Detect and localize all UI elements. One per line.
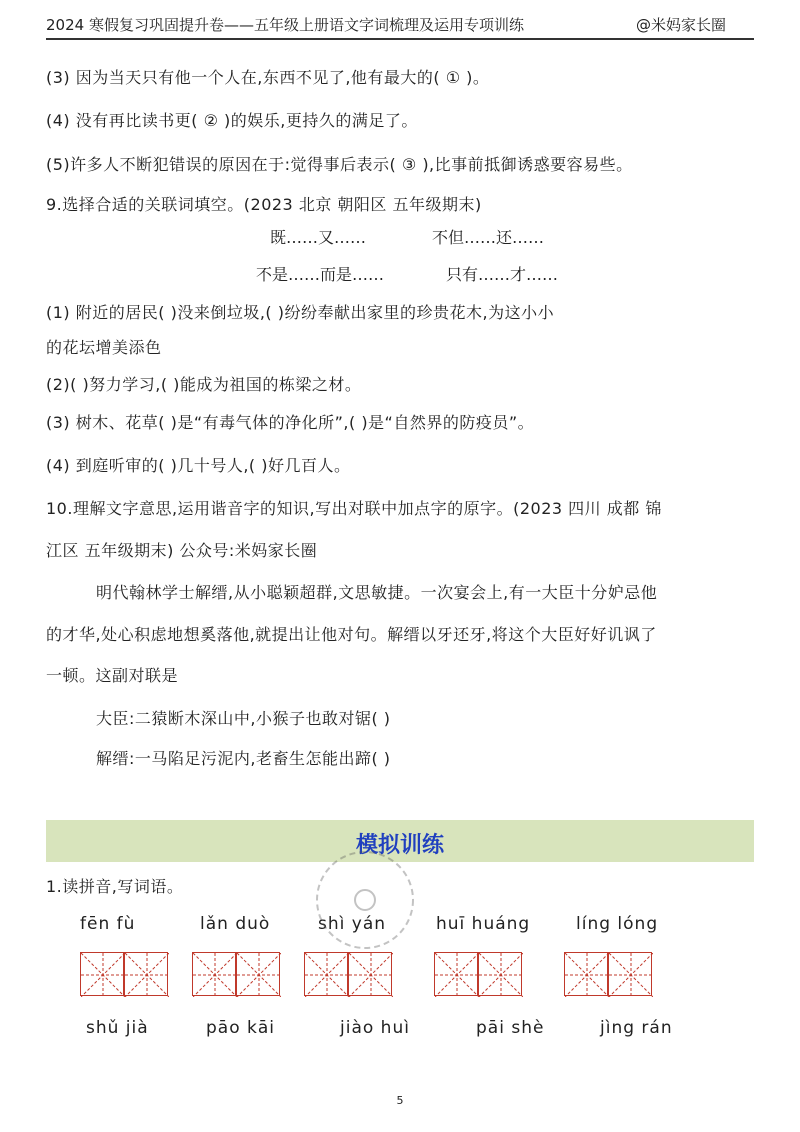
couplet-minister: 大臣:二猿断木深山中,小猴子也敢对锯( ) bbox=[96, 709, 391, 728]
writing-box[interactable] bbox=[434, 952, 478, 996]
q9-item-2: (2)( )努力学习,( )能成为祖国的栋梁之材。 bbox=[46, 375, 362, 394]
pinyin-label: líng lóng bbox=[576, 914, 659, 934]
q9-option: 只有……才…… bbox=[446, 265, 559, 284]
writing-box[interactable] bbox=[236, 952, 280, 996]
q10-paragraph: 一顿。这副对联是 bbox=[46, 666, 179, 685]
q9-item-1-cont: 的花坛增美添色 bbox=[46, 338, 162, 357]
pinyin-label: jiào huì bbox=[340, 1018, 410, 1038]
q10-title: 10.理解文字意思,运用谐音字的知识,写出对联中加点字的原字。(2023 四川 成都 锦 bbox=[46, 499, 662, 518]
page-header bbox=[46, 14, 754, 40]
q9-option: 不是……而是…… bbox=[256, 265, 385, 284]
pinyin-label: pāo kāi bbox=[206, 1018, 275, 1038]
pinyin-label: shǔ jià bbox=[86, 1018, 149, 1038]
banner-title: 模拟训练 bbox=[355, 833, 444, 858]
writing-box[interactable] bbox=[124, 952, 168, 996]
s1-title: 1.读拼音,写词语。 bbox=[46, 877, 184, 896]
pinyin-label: shì yán bbox=[318, 914, 387, 934]
couplet-jiejin: 解缙:一马陷足污泥内,老畜生怎能出蹄( ) bbox=[96, 749, 391, 768]
writing-box[interactable] bbox=[608, 952, 652, 996]
writing-box[interactable] bbox=[564, 952, 608, 996]
pinyin-label: fēn fù bbox=[80, 914, 136, 934]
page-number: 5 bbox=[396, 1094, 404, 1107]
q9-item-1: (1) 附近的居民( )没来倒垃圾,( )纷纷奉献出家里的珍贵花木,为这小小 bbox=[46, 303, 555, 322]
writing-box[interactable] bbox=[192, 952, 236, 996]
q9-item-3: (3) 树木、花草( )是“有毒气体的净化所”,( )是“自然界的防疫员”。 bbox=[46, 413, 535, 432]
q8-item-5: (5)许多人不断犯错误的原因在于:觉得事后表示( ③ ),比事前抵御诱惑要容易些。 bbox=[46, 155, 633, 174]
writing-box[interactable] bbox=[348, 952, 392, 996]
q9-option: 既……又…… bbox=[270, 228, 367, 247]
q9-option: 不但……还…… bbox=[432, 228, 545, 247]
writing-box[interactable] bbox=[304, 952, 348, 996]
q10-paragraph: 明代翰林学士解缙,从小聪颖超群,文思敏捷。一次宴会上,有一大臣十分妒忌他 bbox=[96, 583, 658, 602]
writing-box[interactable] bbox=[478, 952, 522, 996]
header-title: 2024 寒假复习巩固提升卷——五年级上册语文字词梳理及运用专项训练 bbox=[46, 16, 524, 34]
pinyin-label: jìng rán bbox=[600, 1018, 673, 1038]
writing-box[interactable] bbox=[80, 952, 124, 996]
header-brand: @米妈家长圈 bbox=[636, 16, 727, 34]
q10-title-cont: 江区 五年级期末) 公众号:米妈家长圈 bbox=[46, 541, 318, 560]
q8-item-3: (3) 因为当天只有他一个人在,东西不见了,他有最大的( ① )。 bbox=[46, 68, 490, 87]
pinyin-label: lǎn duò bbox=[200, 914, 271, 934]
watermark-stamp bbox=[310, 845, 420, 955]
pinyin-label: huī huáng bbox=[436, 914, 531, 934]
q9-title: 9.选择合适的关联词填空。(2023 北京 朝阳区 五年级期末) bbox=[46, 195, 482, 214]
pinyin-label: pāi shè bbox=[476, 1018, 545, 1038]
q8-item-4: (4) 没有再比读书更( ② )的娱乐,更持久的满足了。 bbox=[46, 111, 418, 130]
q9-item-4: (4) 到庭听审的( )几十号人,( )好几百人。 bbox=[46, 456, 351, 475]
q10-paragraph: 的才华,处心积虑地想奚落他,就提出让他对句。解缙以牙还牙,将这个大臣好好讥讽了 bbox=[46, 625, 657, 644]
